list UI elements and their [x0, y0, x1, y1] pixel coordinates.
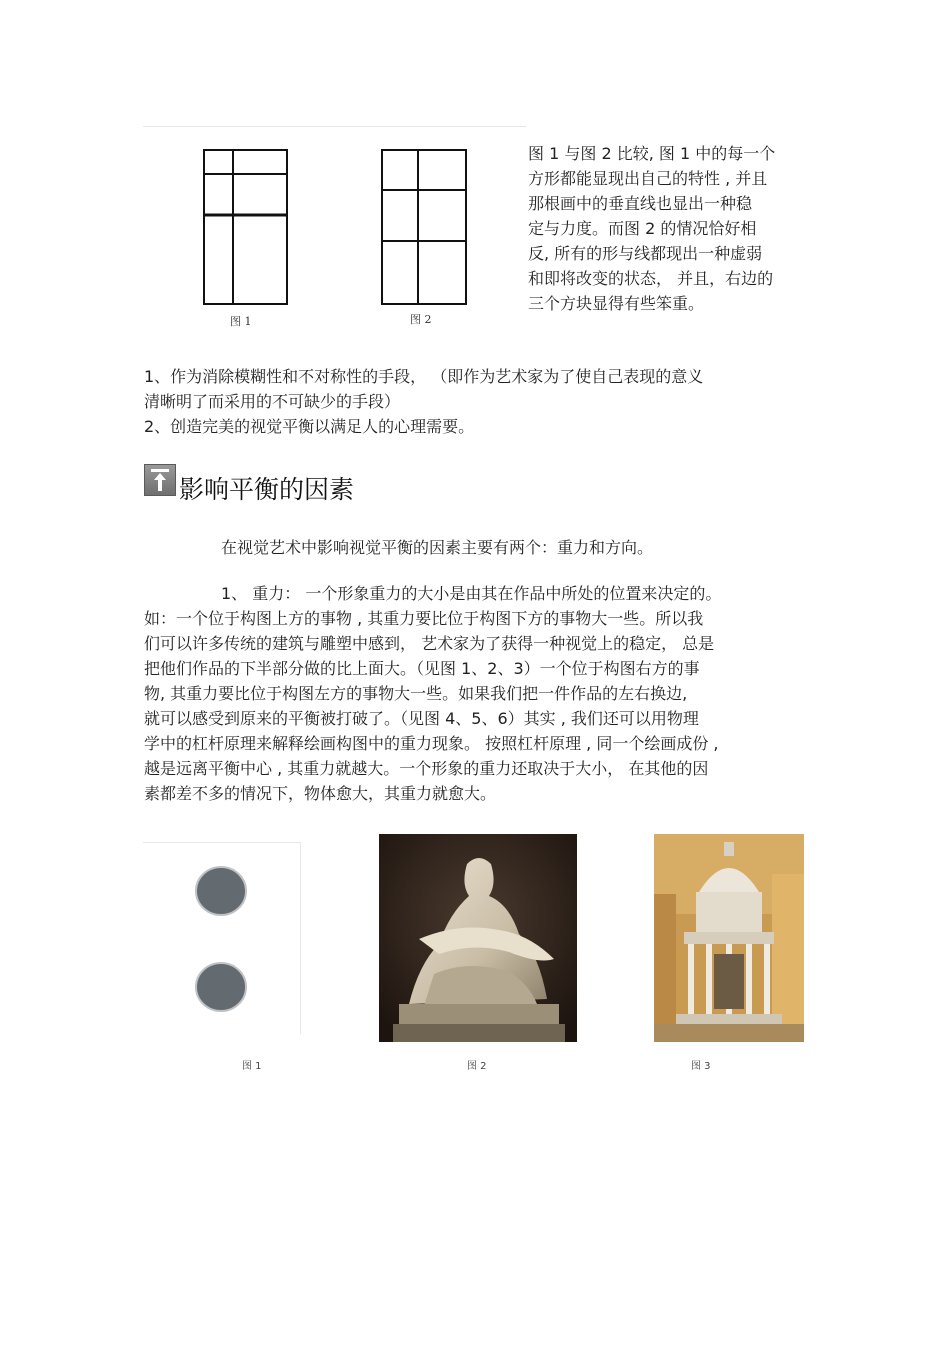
text-line: 就可以感受到原来的平衡被打破了。（见图 4、5、6）其实 , 我们还可以用物理 [144, 709, 699, 728]
text-line: 那根画中的垂直线也显出一种稳 [528, 194, 753, 213]
figure-caption-3: 图 3 [691, 1061, 711, 1072]
text-line: 素都差不多的情况下，物体愈大，其重力就愈大。 [144, 784, 497, 803]
list-item: 1、作为消除模糊性和不对称性的手段， （即作为艺术家为了使自己表现的意义 [144, 367, 704, 386]
text-line: 图 1 与图 2 比较, 图 1 中的每一个 [528, 144, 776, 163]
figure-caption-1: 图 1 [242, 1061, 262, 1072]
grid-diagram-1-label: 图 1 [230, 315, 252, 328]
tempietto-building-photo [654, 834, 804, 1042]
text-line: 反, 所有的形与线都现出一种虚弱 [528, 244, 763, 263]
text-line: 和即将改变的状态， 并且，右边的 [528, 269, 774, 288]
grid-diagram-1 [200, 146, 292, 308]
up-arrow-icon [144, 464, 176, 496]
figure-caption-2: 图 2 [467, 1061, 487, 1072]
gravity-paragraph [144, 581, 814, 806]
text-line: 越是远离平衡中心 , 其重力就越大。一个形象的重力还取决于大小， 在其他的因 [144, 759, 709, 778]
text-line: 物, 其重力要比位于构图左方的事物大一些。如果我们把一件作品的左右换边, [144, 684, 688, 703]
grid-diagram-2 [378, 146, 470, 308]
grid-diagram-2-label: 图 2 [410, 313, 432, 326]
text-line: 们可以许多传统的建筑与雕塑中感到， 艺术家为了获得一种视觉上的稳定， 总是 [144, 634, 715, 653]
text-line: 学中的杠杆原理来解释绘画构图中的重力现象。 按照杠杆原理 , 同一个绘画成份 , [144, 734, 719, 753]
text-line: 如：一个位于构图上方的事物 , 其重力要比位于构图下方的事物大一些。所以我 [144, 609, 704, 628]
list-item: 2、创造完美的视觉平衡以满足人的心理需要。 [144, 417, 475, 436]
comparison-text [528, 141, 818, 316]
text-line: 方形都能显现出自己的特性 , 并且 [528, 169, 768, 188]
intro-text: 在视觉艺术中影响视觉平衡的因素主要有两个：重力和方向。 [221, 538, 654, 557]
text-line: 定与力度。而图 2 的情况恰好相 [528, 219, 757, 238]
text-line: 把他们作品的下半部分做的比上面大。（见图 1、2、3）一个位于构图右方的事 [144, 659, 700, 678]
text-line: 1、 重力： 一个形象重力的大小是由其在作品中所处的位置来决定的。 [221, 584, 722, 603]
top-divider [143, 126, 526, 127]
list-item: 清晰明了而采用的不可缺少的手段） [144, 392, 401, 411]
section-title: 影响平衡的因素 [179, 475, 355, 504]
text-line: 三个方块显得有些笨重。 [528, 294, 705, 313]
pieta-sculpture-photo [379, 834, 577, 1042]
two-circles-figure [143, 842, 303, 1036]
purpose-list [144, 364, 824, 439]
